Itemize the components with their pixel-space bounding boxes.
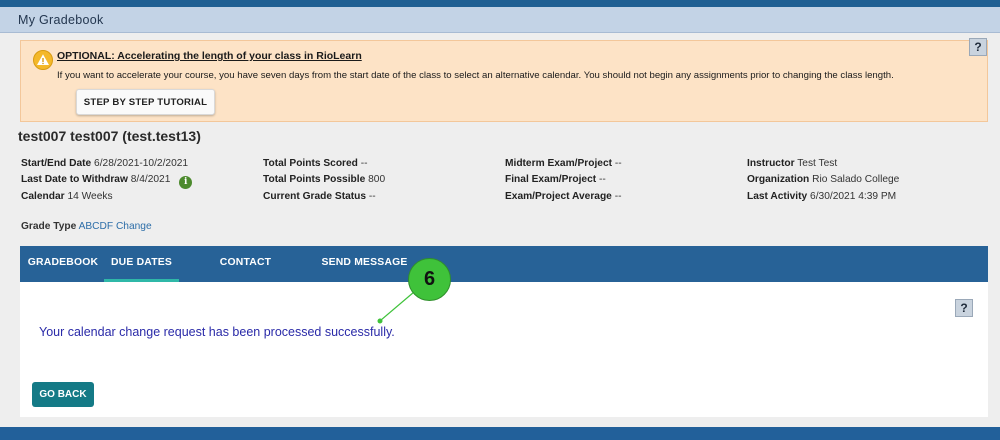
info-label: Total Points Possible xyxy=(263,174,366,185)
tab-contact-information[interactable]: CONTACT xyxy=(219,257,272,268)
panel-help-icon[interactable]: ? xyxy=(955,299,973,317)
grade-type-change-link[interactable]: Change xyxy=(115,221,152,232)
step-callout-badge: 6 xyxy=(408,258,451,301)
info-value: 6/28/2021-10/2/2021 xyxy=(94,158,189,169)
info-icon[interactable]: i xyxy=(179,176,192,189)
page-title: My Gradebook xyxy=(18,13,104,27)
step-by-step-tutorial-button[interactable]: STEP BY STEP TUTORIAL xyxy=(76,89,215,115)
info-label: Exam/Project Average xyxy=(505,191,612,202)
go-back-button[interactable]: GO BACK xyxy=(32,382,94,407)
info-value: 8/4/2021 xyxy=(130,174,171,185)
grade-type-value-link[interactable]: ABCDF xyxy=(78,221,114,232)
info-label: Start/End Date xyxy=(21,158,92,169)
info-value: -- xyxy=(360,158,368,169)
tab-due-dates[interactable]: DUE DATES xyxy=(104,246,179,282)
success-message: Your calendar change request has been processed successfully. xyxy=(39,325,395,339)
info-value: 6/30/2021 4:39 PM xyxy=(810,191,897,202)
info-value: -- xyxy=(614,191,622,202)
notice-heading: OPTIONAL: Accelerating the length of your class in RioLearn xyxy=(57,50,362,62)
info-value: Test Test xyxy=(797,158,838,169)
info-label: Midterm Exam/Project xyxy=(505,158,613,169)
info-label: Total Points Scored xyxy=(263,158,358,169)
student-name: test007 test007 (test.test13) xyxy=(18,128,201,144)
info-value: -- xyxy=(614,158,622,169)
info-label: Instructor xyxy=(747,158,795,169)
grade-type-label: Grade Type xyxy=(21,221,77,232)
info-value: 800 xyxy=(368,174,386,185)
info-value: -- xyxy=(599,174,606,185)
info-label: Current Grade Status xyxy=(263,191,367,202)
info-label: Calendar xyxy=(21,191,65,202)
info-label: Final Exam/Project xyxy=(505,174,597,185)
info-value: Rio Salado College xyxy=(812,174,900,185)
notice-description: If you want to accelerate your course, you have seven days from the start date of the class to select an alternative calendar. You should not begin any assignments prior to changing the class length. xyxy=(57,70,894,81)
info-label: Organization xyxy=(747,174,810,185)
info-label: Last Date to Withdraw xyxy=(21,174,128,185)
tab-send-message[interactable]: SEND MESSAGE xyxy=(321,257,408,268)
tab-gradebook[interactable]: GRADEBOOK xyxy=(27,257,99,268)
info-value: -- xyxy=(368,191,376,202)
info-label: Last Activity xyxy=(747,191,808,202)
info-value: 14 Weeks xyxy=(67,191,113,202)
help-icon[interactable]: ? xyxy=(969,38,987,56)
